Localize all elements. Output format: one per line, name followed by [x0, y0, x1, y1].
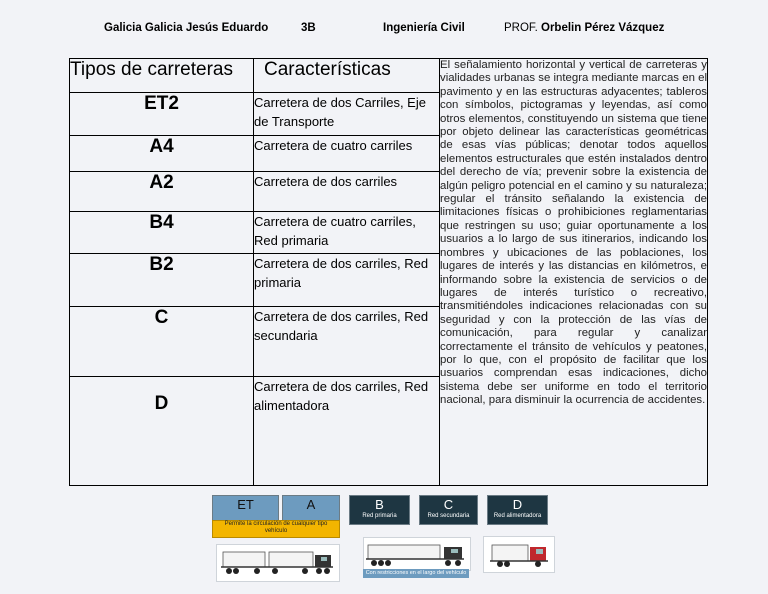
career: Ingeniería Civil — [383, 22, 465, 34]
road-characteristics: Carretera de dos carriles, Red secundaria — [254, 306, 440, 376]
double-trailer-truck-image — [216, 544, 340, 582]
student-name: Galicia Galicia Jesús Eduardo — [104, 22, 269, 34]
road-characteristics: Carretera de dos carriles, Red alimentadora — [254, 377, 440, 486]
legend-a: A — [282, 495, 340, 525]
road-type: A4 — [70, 135, 254, 171]
road-characteristics: Carretera de dos carriles, Red primaria — [254, 254, 440, 306]
road-type: B2 — [70, 254, 254, 306]
box-truck-image — [483, 536, 555, 573]
header-road-types: Tipos de carreteras — [70, 59, 254, 93]
road-type: B4 — [70, 212, 254, 254]
legend-any-vehicle-note: Permite la circulación de cualquier tipo vehículo — [212, 520, 340, 538]
road-characteristics: Carretera de cuatro carriles — [254, 135, 440, 171]
road-type: C — [70, 306, 254, 376]
road-type: ET2 — [70, 93, 254, 135]
double-trailer-truck-icon — [217, 545, 339, 581]
road-type: A2 — [70, 171, 254, 211]
legend-c: C Red secundaria — [419, 495, 478, 525]
legend-b: B Red primaria — [349, 495, 410, 525]
road-characteristics: Carretera de dos carriles — [254, 171, 440, 211]
length-restriction-note: Con restricciones en el largo del vehículo — [363, 569, 469, 578]
box-truck-icon — [484, 537, 554, 572]
header — [0, 22, 768, 40]
header-characteristics: Características — [254, 59, 440, 93]
road-characteristics: Carretera de dos Carriles, Eje de Transporte — [254, 93, 440, 135]
semi-truck-image — [363, 537, 471, 571]
road-type: D — [70, 377, 254, 486]
group: 3B — [301, 22, 316, 34]
professor-prefix: PROF. — [504, 22, 538, 34]
professor-name: Orbelin Pérez Vázquez — [541, 22, 665, 34]
road-types-table — [69, 58, 708, 486]
legend-d: D Red alimentadora — [487, 495, 548, 525]
signage-description: El señalamiento horizontal y vertical de carreteras y vialidades urbanas se integra mediante marcas en el pavimento y en las estructuras adyacentes; tableros con símbolos, pictogramas y leyendas, así como otros elementos, constituyendo un sistema que tiene por objeto delinear las características geométricas de esas vías públicas; denotar todos aquellos elementos estructurales que estén instalados dentro del derecho de vía; prevenir sobre la existencia de algún peligro potencial en el camino y su naturaleza; regular el tránsito señalando la existencia de limitaciones físicas o prohibiciones reglamentarias que restringen su uso; guiar oportunamente a los usuarios a lo largo de sus itinerarios, indicando los nombres y ubicaciones de las poblaciones, los lugares de interés y las distancias en kilómetros, e informando sobre la existencia de servicios o de lugares de interés turístico o recreativo, transmitiéndoles indicaciones relacionadas con su seguridad y con la protección de las vías de comunicación, para regular y canalizar correctamente el tránsito de vehículos y peatones, por lo que, con el propósito de facilitar que los usuarios comprendan esas indicaciones, dicho sistema debe ser uniforme en todo el territorio nacional, para disminuir la ocurrencia de accidentes. — [440, 59, 708, 486]
road-characteristics: Carretera de cuatro carriles, Red primaria — [254, 212, 440, 254]
legend-et: ET — [212, 495, 279, 525]
semi-truck-icon — [364, 538, 470, 570]
